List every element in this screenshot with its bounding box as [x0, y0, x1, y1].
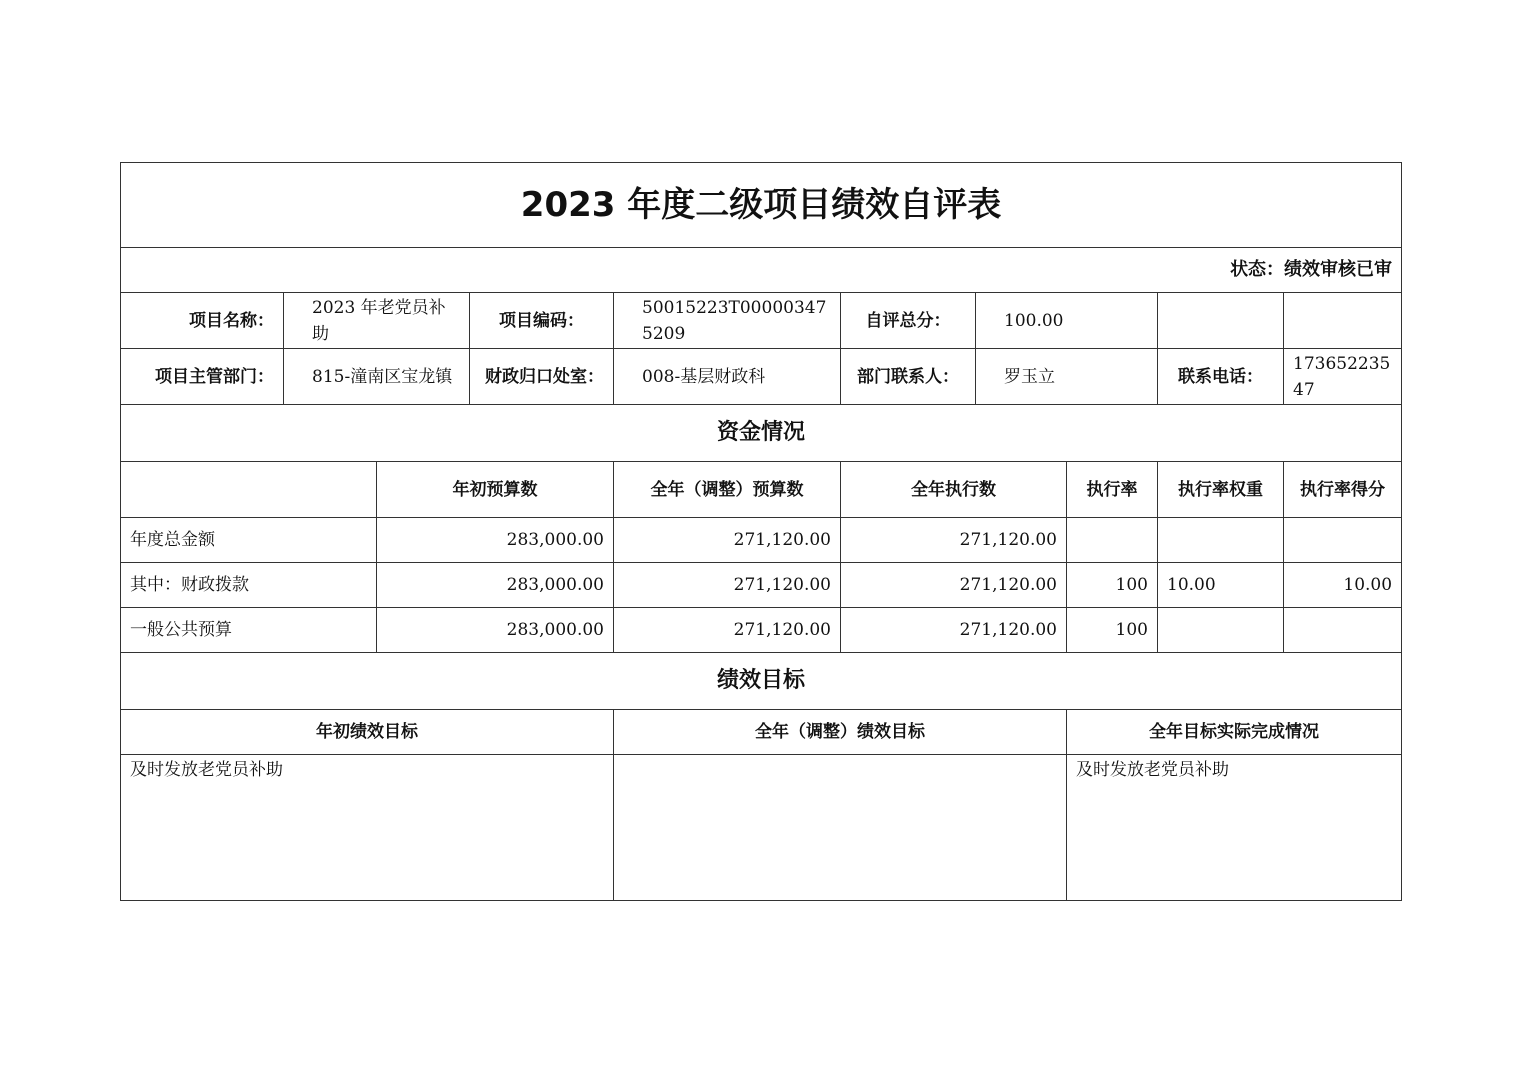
- executed-cell: 271,120.00: [841, 608, 1067, 653]
- rate-score-cell: 10.00: [1284, 563, 1402, 608]
- dept-value: 815-潼南区宝龙镇: [284, 349, 470, 405]
- row-label: 其中：财政拨款: [121, 563, 377, 608]
- adjusted-budget-cell: 271,120.00: [614, 563, 841, 608]
- project-code-label: 项目编码：: [470, 293, 614, 349]
- goals-section-title: 绩效目标: [121, 653, 1402, 710]
- goals-header-actual: 全年目标实际完成情况: [1067, 710, 1402, 755]
- executed-cell: 271,120.00: [841, 563, 1067, 608]
- initial-budget-cell: 283,000.00: [377, 518, 614, 563]
- goals-header-adjusted: 全年（调整）绩效目标: [614, 710, 1067, 755]
- contact-value: 罗玉立: [976, 349, 1158, 405]
- funds-header-adjusted-budget: 全年（调整）预算数: [614, 462, 841, 518]
- contact-label: 部门联系人：: [841, 349, 976, 405]
- evaluation-table: [120, 162, 1402, 901]
- rate-score-cell: [1284, 608, 1402, 653]
- dept-label: 项目主管部门：: [121, 349, 284, 405]
- executed-cell: 271,120.00: [841, 518, 1067, 563]
- finance-office-value: 008-基层财政科: [614, 349, 841, 405]
- row-label: 年度总金额: [121, 518, 377, 563]
- initial-goal-text: 及时发放老党员补助: [121, 755, 614, 901]
- form-title: 2023 年度二级项目绩效自评表: [121, 163, 1402, 248]
- table-row: [121, 563, 1402, 608]
- goals-header-initial: 年初绩效目标: [121, 710, 614, 755]
- rate-weight-cell: [1158, 518, 1284, 563]
- initial-budget-cell: 283,000.00: [377, 563, 614, 608]
- table-row: [121, 608, 1402, 653]
- phone-value: 17365223547: [1284, 349, 1402, 405]
- adjusted-budget-cell: 271,120.00: [614, 518, 841, 563]
- actual-completion-text: 及时发放老党员补助: [1067, 755, 1402, 901]
- rate-weight-cell: 10.00: [1158, 563, 1284, 608]
- funds-header-exec-rate: 执行率: [1067, 462, 1158, 518]
- funds-section-title: 资金情况: [121, 405, 1402, 462]
- exec-rate-cell: 100: [1067, 608, 1158, 653]
- rate-weight-cell: [1158, 608, 1284, 653]
- phone-label: 联系电话：: [1158, 349, 1284, 405]
- self-score-label: 自评总分：: [841, 293, 976, 349]
- initial-budget-cell: 283,000.00: [377, 608, 614, 653]
- adjusted-budget-cell: 271,120.00: [614, 608, 841, 653]
- funds-header-blank: [121, 462, 377, 518]
- finance-office-label: 财政归口处室：: [470, 349, 614, 405]
- funds-header-rate-weight: 执行率权重: [1158, 462, 1284, 518]
- funds-header-rate-score: 执行率得分: [1284, 462, 1402, 518]
- exec-rate-cell: [1067, 518, 1158, 563]
- funds-header-executed: 全年执行数: [841, 462, 1067, 518]
- project-name-value: 2023 年老党员补助: [284, 293, 470, 349]
- empty-cell: [1284, 293, 1402, 349]
- adjusted-goal-text: [614, 755, 1067, 901]
- performance-self-evaluation-form: [120, 162, 1401, 901]
- project-code-value: 50015223T000003475209: [614, 293, 841, 349]
- self-score-value: 100.00: [976, 293, 1158, 349]
- status-text: 状态：绩效审核已审: [121, 248, 1402, 293]
- funds-header-initial-budget: 年初预算数: [377, 462, 614, 518]
- empty-cell: [1158, 293, 1284, 349]
- exec-rate-cell: 100: [1067, 563, 1158, 608]
- table-row: [121, 518, 1402, 563]
- project-name-label: 项目名称：: [121, 293, 284, 349]
- row-label: 一般公共预算: [121, 608, 377, 653]
- rate-score-cell: [1284, 518, 1402, 563]
